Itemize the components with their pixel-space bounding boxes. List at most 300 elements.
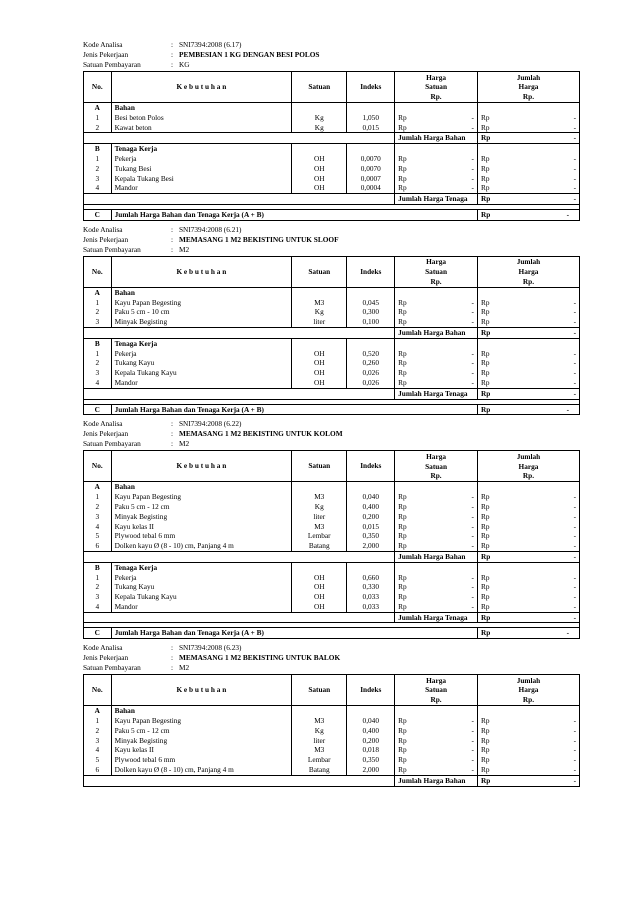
item-no: 4 xyxy=(84,378,112,388)
item-no: 6 xyxy=(84,765,112,775)
unit-price-value: - xyxy=(414,154,478,164)
item-no: 3 xyxy=(84,317,112,327)
total-price-value: - xyxy=(573,592,576,602)
satuan-value: M2 xyxy=(179,439,190,449)
item-index: 0,0070 xyxy=(347,154,395,164)
item-no: 5 xyxy=(84,531,112,541)
item-name: Paku 5 cm - 12 cm xyxy=(111,502,292,512)
unit-price-currency: Rp xyxy=(398,153,407,163)
table-row xyxy=(84,602,580,612)
header-row-jenis xyxy=(83,50,580,60)
total-price-value: - xyxy=(573,745,576,755)
empty-cell xyxy=(414,482,478,492)
jumlah-header-line: Harga xyxy=(518,461,539,471)
col-indeks-header: Indeks xyxy=(347,451,395,482)
item-unit: Kg xyxy=(292,726,347,736)
table-row xyxy=(84,492,580,502)
subtotal-tenaga-row xyxy=(84,194,580,205)
analysis-block xyxy=(83,643,580,786)
colon: : xyxy=(171,419,174,429)
total-price-currency: Rp xyxy=(480,307,490,317)
harga-header-line: Satuan xyxy=(425,685,448,695)
empty-cell xyxy=(414,338,478,348)
unit-price-currency: Rp xyxy=(398,531,407,541)
subtotal-currency: Rp xyxy=(477,612,496,623)
jumlah-header-line: Harga xyxy=(518,266,539,276)
unit-price-value: - xyxy=(414,349,478,359)
kode-value: SNI7394:2008 (6.23) xyxy=(179,643,242,653)
section-row xyxy=(84,103,580,113)
item-index: 2,000 xyxy=(347,541,395,551)
section-label: Bahan xyxy=(111,706,292,716)
item-unit: Kg xyxy=(292,123,347,133)
item-index: 0,400 xyxy=(347,502,395,512)
subtotal-label: Jumlah Harga Bahan xyxy=(395,775,478,786)
table-row xyxy=(84,298,580,308)
item-unit: OH xyxy=(292,368,347,378)
item-unit: Kg xyxy=(292,113,347,123)
unit-price-currency: Rp xyxy=(398,112,407,122)
item-name: Plywood tebal 6 mm xyxy=(111,755,292,765)
unit-price-value: - xyxy=(414,573,478,583)
item-no: 4 xyxy=(84,522,112,532)
item-no: 1 xyxy=(84,492,112,502)
kode-label: Kode Analisa xyxy=(83,643,123,653)
unit-price-currency: Rp xyxy=(398,163,407,173)
subtotal-label: Jumlah Harga Bahan xyxy=(395,327,478,338)
table-row xyxy=(84,502,580,512)
table-row xyxy=(84,592,580,602)
unit-price-value: - xyxy=(414,765,478,775)
table-row xyxy=(84,736,580,746)
unit-price-currency: Rp xyxy=(398,521,407,531)
total-price-value: - xyxy=(573,735,576,745)
item-unit: OH xyxy=(292,349,347,359)
satuan-value: M2 xyxy=(179,244,190,254)
unit-price-value: - xyxy=(414,726,478,736)
item-index: 0,015 xyxy=(347,123,395,133)
unit-price-currency: Rp xyxy=(398,511,407,521)
col-satuan-header: Satuan xyxy=(292,451,347,482)
unit-price-value: - xyxy=(414,512,478,522)
harga-header-line: Harga xyxy=(426,451,446,461)
item-index: 0,015 xyxy=(347,522,395,532)
subtotal-value: - xyxy=(497,612,580,623)
col-jumlah-harga-header xyxy=(477,256,579,287)
empty-cell xyxy=(84,551,395,562)
item-unit: OH xyxy=(292,378,347,388)
item-name: Pekerja xyxy=(111,154,292,164)
subtotal-label: Jumlah Harga Tenaga xyxy=(395,194,478,205)
total-price-currency: Rp xyxy=(480,317,490,327)
harga-header-line: Satuan xyxy=(425,266,448,276)
jenis-value: MEMASANG 1 M2 BEKISTING UNTUK SLOOF xyxy=(179,234,339,244)
empty-cell xyxy=(347,706,395,716)
item-name: Tukang Kayu xyxy=(111,582,292,592)
item-index: 0,0007 xyxy=(347,174,395,184)
item-name: Tukang Besi xyxy=(111,164,292,174)
document-page xyxy=(83,40,580,791)
item-name: Kawat beton xyxy=(111,123,292,133)
total-price-currency: Rp xyxy=(480,601,490,611)
analysis-header xyxy=(83,643,580,673)
item-unit: Lembar xyxy=(292,755,347,765)
unit-price-value: - xyxy=(414,317,478,327)
item-name: Dolken kayu Ø (8 - 10) cm, Panjang 4 m xyxy=(111,765,292,775)
analysis-block xyxy=(83,40,580,221)
col-kebutuhan-header: K e b u t u h a n xyxy=(111,675,292,706)
item-index: 0,026 xyxy=(347,378,395,388)
jenis-label: Jenis Pekerjaan xyxy=(83,653,129,663)
colon: : xyxy=(171,50,174,59)
unit-price-value: - xyxy=(414,183,478,193)
unit-price-currency: Rp xyxy=(398,601,407,611)
total-price-currency: Rp xyxy=(480,163,490,173)
grand-total-value: - xyxy=(497,209,580,220)
table-row xyxy=(84,378,580,388)
empty-cell xyxy=(395,706,414,716)
total-price-currency: Rp xyxy=(480,368,490,378)
col-no-header: No. xyxy=(84,675,112,706)
section-letter: B xyxy=(84,144,112,154)
table-row xyxy=(84,164,580,174)
total-price-currency: Rp xyxy=(480,348,490,358)
empty-cell xyxy=(292,144,347,154)
empty-cell xyxy=(497,706,580,716)
item-no: 3 xyxy=(84,512,112,522)
subtotal-value: - xyxy=(497,551,580,562)
total-price-currency: Rp xyxy=(480,745,490,755)
unit-price-currency: Rp xyxy=(398,725,407,735)
total-price-value: - xyxy=(573,521,576,531)
total-price-value: - xyxy=(573,501,576,511)
harga-header-line: Harga xyxy=(426,72,446,82)
table-row xyxy=(84,358,580,368)
item-name: Kepala Tukang Kayu xyxy=(111,368,292,378)
unit-price-currency: Rp xyxy=(398,745,407,755)
total-price-value: - xyxy=(573,582,576,592)
item-index: 0,0070 xyxy=(347,164,395,174)
empty-cell xyxy=(347,287,395,297)
item-no: 1 xyxy=(84,716,112,726)
grand-total-currency: Rp xyxy=(477,209,496,220)
unit-price-currency: Rp xyxy=(398,572,407,582)
jumlah-header-line: Jumlah xyxy=(516,72,541,82)
item-name: Dolken kayu Ø (8 - 10) cm, Panjang 4 m xyxy=(111,541,292,551)
jumlah-header-line: Rp. xyxy=(522,471,535,481)
item-unit: OH xyxy=(292,154,347,164)
table-row xyxy=(84,573,580,583)
item-unit: OH xyxy=(292,183,347,193)
total-price-currency: Rp xyxy=(480,735,490,745)
total-price-value: - xyxy=(573,716,576,726)
col-kebutuhan-header: K e b u t u h a n xyxy=(111,72,292,103)
section-label: Bahan xyxy=(111,103,292,113)
total-price-value: - xyxy=(573,317,576,327)
analysis-block xyxy=(83,225,580,416)
table-row xyxy=(84,531,580,541)
item-unit: M3 xyxy=(292,298,347,308)
total-price-currency: Rp xyxy=(480,153,490,163)
col-satuan-header: Satuan xyxy=(292,675,347,706)
subtotal-value: - xyxy=(497,775,580,786)
colon: : xyxy=(171,643,174,653)
unit-price-value: - xyxy=(414,522,478,532)
grand-total-row xyxy=(84,404,580,415)
item-name: Kayu kelas II xyxy=(111,745,292,755)
section-letter: C xyxy=(84,404,112,415)
total-price-currency: Rp xyxy=(480,755,490,765)
header-row-satuan xyxy=(83,60,580,70)
subtotal-tenaga-row xyxy=(84,388,580,399)
item-index: 0,018 xyxy=(347,745,395,755)
section-label: Tenaga Kerja xyxy=(111,562,292,572)
item-name: Kepala Tukang Besi xyxy=(111,174,292,184)
total-price-value: - xyxy=(573,377,576,387)
table-row xyxy=(84,765,580,775)
item-name: Minyak Begisting xyxy=(111,512,292,522)
item-name: Kayu Papan Begesting xyxy=(111,492,292,502)
grand-total-currency: Rp xyxy=(477,404,496,415)
unit-price-value: - xyxy=(414,164,478,174)
unit-price-value: - xyxy=(414,592,478,602)
total-price-currency: Rp xyxy=(480,531,490,541)
colon: : xyxy=(171,663,174,673)
colon: : xyxy=(171,439,174,449)
table-row xyxy=(84,716,580,726)
total-price-currency: Rp xyxy=(480,377,490,387)
total-price-currency: Rp xyxy=(480,183,490,193)
empty-cell xyxy=(292,482,347,492)
header-row-satuan xyxy=(83,245,580,255)
col-kebutuhan-header: K e b u t u h a n xyxy=(111,451,292,482)
item-unit: Batang xyxy=(292,541,347,551)
subtotal-value: - xyxy=(497,194,580,205)
total-price-currency: Rp xyxy=(480,572,490,582)
empty-cell xyxy=(414,562,478,572)
empty-cell xyxy=(477,562,496,572)
col-jumlah-harga-header xyxy=(477,451,579,482)
unit-price-value: - xyxy=(414,492,478,502)
empty-cell xyxy=(84,388,395,399)
total-price-currency: Rp xyxy=(480,725,490,735)
empty-cell xyxy=(414,706,478,716)
total-price-value: - xyxy=(573,755,576,765)
analysis-table xyxy=(83,71,580,221)
table-row xyxy=(84,522,580,532)
item-unit: liter xyxy=(292,512,347,522)
empty-cell xyxy=(497,482,580,492)
section-letter: C xyxy=(84,628,112,639)
item-index: 0,300 xyxy=(347,307,395,317)
total-price-value: - xyxy=(573,112,576,122)
section-letter: B xyxy=(84,562,112,572)
empty-cell xyxy=(347,482,395,492)
section-row xyxy=(84,144,580,154)
item-index: 0,660 xyxy=(347,573,395,583)
item-unit: OH xyxy=(292,592,347,602)
total-price-value: - xyxy=(573,368,576,378)
table-row xyxy=(84,123,580,133)
empty-cell xyxy=(414,103,478,113)
item-name: Kayu Papan Begesting xyxy=(111,298,292,308)
total-price-value: - xyxy=(573,492,576,502)
total-price-currency: Rp xyxy=(480,358,490,368)
total-price-currency: Rp xyxy=(480,501,490,511)
empty-cell xyxy=(395,144,414,154)
unit-price-currency: Rp xyxy=(398,492,407,502)
empty-cell xyxy=(347,103,395,113)
item-name: Plywood tebal 6 mm xyxy=(111,531,292,541)
table-row xyxy=(84,154,580,164)
section-letter: A xyxy=(84,482,112,492)
item-no: 1 xyxy=(84,154,112,164)
unit-price-value: - xyxy=(414,123,478,133)
harga-header-line: Harga xyxy=(426,257,446,267)
total-price-value: - xyxy=(573,572,576,582)
item-name: Besi beton Polos xyxy=(111,113,292,123)
item-index: 0,026 xyxy=(347,368,395,378)
subtotal-value: - xyxy=(497,388,580,399)
jumlah-header-line: Harga xyxy=(518,82,539,92)
item-name: Pekerja xyxy=(111,349,292,359)
unit-price-currency: Rp xyxy=(398,592,407,602)
item-index: 0,330 xyxy=(347,582,395,592)
total-price-currency: Rp xyxy=(480,765,490,775)
unit-price-currency: Rp xyxy=(398,755,407,765)
total-price-currency: Rp xyxy=(480,297,490,307)
header-row-jenis xyxy=(83,235,580,245)
satuan-value: KG xyxy=(179,60,190,69)
grand-total-row xyxy=(84,628,580,639)
item-index: 0,260 xyxy=(347,358,395,368)
unit-price-currency: Rp xyxy=(398,317,407,327)
jumlah-header-line: Jumlah xyxy=(516,451,541,461)
item-name: Kayu Papan Begesting xyxy=(111,716,292,726)
item-index: 0,520 xyxy=(347,349,395,359)
item-unit: Batang xyxy=(292,765,347,775)
col-kebutuhan-header: K e b u t u h a n xyxy=(111,256,292,287)
jumlah-header-line: Harga xyxy=(518,685,539,695)
analysis-header xyxy=(83,419,580,449)
section-letter: A xyxy=(84,287,112,297)
table-header-row xyxy=(84,675,580,706)
section-label: Tenaga Kerja xyxy=(111,144,292,154)
grand-total-value: - xyxy=(497,404,580,415)
col-indeks-header: Indeks xyxy=(347,256,395,287)
unit-price-value: - xyxy=(414,378,478,388)
item-unit: M3 xyxy=(292,716,347,726)
total-price-value: - xyxy=(573,348,576,358)
empty-cell xyxy=(414,287,478,297)
harga-header-line: Rp. xyxy=(430,91,442,101)
jenis-value: MEMASANG 1 M2 BEKISTING UNTUK KOLOM xyxy=(179,429,343,439)
jumlah-header-line: Rp. xyxy=(522,276,535,286)
empty-cell xyxy=(477,706,496,716)
grand-total-currency: Rp xyxy=(477,628,496,639)
total-price-currency: Rp xyxy=(480,541,490,551)
total-price-value: - xyxy=(573,307,576,317)
kode-label: Kode Analisa xyxy=(83,40,123,49)
item-name: Paku 5 cm - 10 cm xyxy=(111,307,292,317)
subtotal-currency: Rp xyxy=(477,775,496,786)
item-no: 4 xyxy=(84,745,112,755)
table-row xyxy=(84,726,580,736)
item-no: 1 xyxy=(84,298,112,308)
grand-total-label: Jumlah Harga Bahan dan Tenaga Kerja (A + B) xyxy=(111,628,477,639)
total-price-currency: Rp xyxy=(480,521,490,531)
total-price-value: - xyxy=(573,725,576,735)
section-row xyxy=(84,482,580,492)
kode-value: SNI7394:2008 (6.21) xyxy=(179,224,242,234)
kode-label: Kode Analisa xyxy=(83,224,123,234)
harga-header-line: Rp. xyxy=(430,695,442,705)
item-index: 0,045 xyxy=(347,298,395,308)
analysis-header xyxy=(83,225,580,255)
total-price-value: - xyxy=(573,122,576,132)
item-index: 0,200 xyxy=(347,512,395,522)
unit-price-value: - xyxy=(414,602,478,612)
subtotal-value: - xyxy=(497,327,580,338)
item-no: 2 xyxy=(84,582,112,592)
unit-price-value: - xyxy=(414,755,478,765)
empty-cell xyxy=(395,338,414,348)
unit-price-value: - xyxy=(414,716,478,726)
colon: : xyxy=(171,244,174,254)
item-unit: OH xyxy=(292,174,347,184)
table-row xyxy=(84,512,580,522)
satuan-label: Satuan Pembayaran xyxy=(83,244,141,254)
item-no: 5 xyxy=(84,755,112,765)
table-row xyxy=(84,317,580,327)
unit-price-value: - xyxy=(414,736,478,746)
unit-price-currency: Rp xyxy=(398,377,407,387)
kode-value: SNI7394:2008 (6.22) xyxy=(179,419,242,429)
unit-price-value: - xyxy=(414,174,478,184)
jenis-label: Jenis Pekerjaan xyxy=(83,234,129,244)
item-no: 4 xyxy=(84,183,112,193)
total-price-value: - xyxy=(573,511,576,521)
jumlah-header-line: Jumlah xyxy=(516,257,541,267)
subtotal-currency: Rp xyxy=(477,133,496,144)
unit-price-value: - xyxy=(414,298,478,308)
empty-cell xyxy=(497,287,580,297)
empty-cell xyxy=(395,482,414,492)
unit-price-currency: Rp xyxy=(398,582,407,592)
table-header-row xyxy=(84,256,580,287)
col-jumlah-harga-header xyxy=(477,72,579,103)
jenis-label: Jenis Pekerjaan xyxy=(83,50,129,59)
harga-header-line: Satuan xyxy=(425,461,448,471)
total-price-currency: Rp xyxy=(480,122,490,132)
item-name: Tukang Kayu xyxy=(111,358,292,368)
section-row xyxy=(84,338,580,348)
total-price-value: - xyxy=(573,163,576,173)
table-row xyxy=(84,307,580,317)
total-price-currency: Rp xyxy=(480,511,490,521)
unit-price-value: - xyxy=(414,541,478,551)
header-row-jenis xyxy=(83,429,580,439)
unit-price-value: - xyxy=(414,368,478,378)
colon: : xyxy=(171,234,174,244)
harga-header-line: Harga xyxy=(426,675,446,685)
grand-total-row xyxy=(84,209,580,220)
empty-cell xyxy=(292,287,347,297)
empty-cell xyxy=(84,327,395,338)
table-row xyxy=(84,368,580,378)
col-harga-satuan-header xyxy=(395,675,478,706)
item-index: 1,050 xyxy=(347,113,395,123)
